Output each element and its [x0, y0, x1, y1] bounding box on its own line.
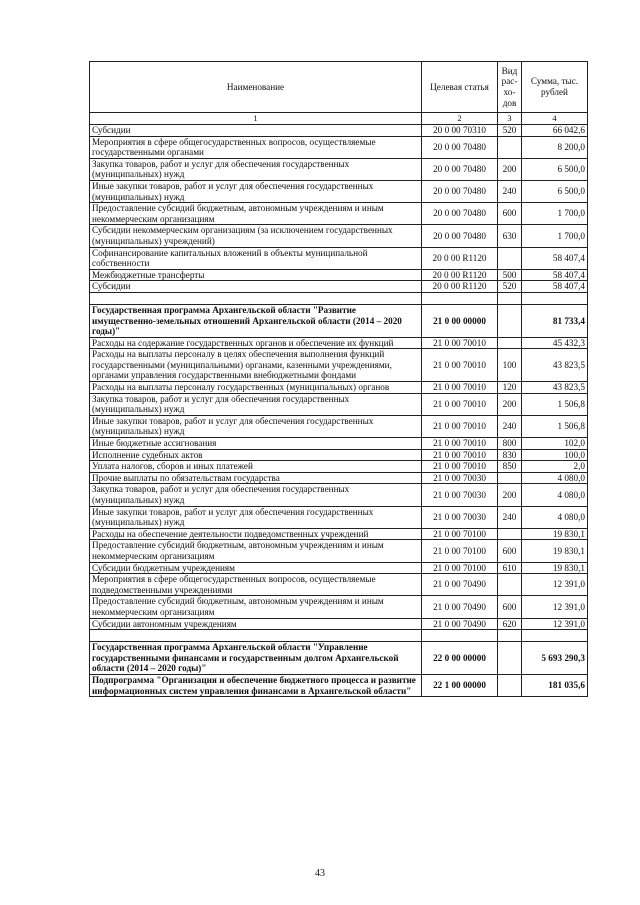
row-name-cell: Расходы на содержание государственных органов и обеспечение их функций — [90, 337, 422, 349]
row-name-cell: Закупка товаров, работ и услуг для обеспечения государственных (муниципальных) нужд — [90, 393, 422, 415]
table-row — [90, 596, 588, 618]
header-name: Наименование — [90, 62, 422, 113]
table-row — [90, 415, 588, 437]
row-sum-cell: 8 200,0 — [522, 136, 588, 158]
empty-cell — [90, 292, 422, 304]
row-code-cell: 21 0 00 70030 — [422, 506, 498, 528]
row-code-cell: 21 0 00 70010 — [422, 461, 498, 473]
row-name-cell: Расходы на обеспечение деятельности подведомственных учреждений — [90, 528, 422, 540]
row-expense-type-cell — [498, 574, 522, 596]
row-sum-cell: 58 407,4 — [522, 247, 588, 269]
row-sum-cell: 4 080,0 — [522, 472, 588, 484]
row-sum-cell: 12 391,0 — [522, 596, 588, 618]
row-code-cell: 21 0 00 70100 — [422, 540, 498, 562]
table-row — [90, 618, 588, 630]
row-code-cell: 21 0 00 70010 — [422, 393, 498, 415]
program-row — [90, 304, 588, 337]
row-sum-cell: 81 733,4 — [522, 304, 588, 337]
column-number: 3 — [498, 113, 522, 125]
table-header-row — [90, 62, 588, 113]
row-expense-type-cell: 600 — [498, 596, 522, 618]
row-code-cell: 21 0 00 70010 — [422, 415, 498, 437]
row-sum-cell: 4 080,0 — [522, 506, 588, 528]
row-name-cell: Иные закупки товаров, работ и услуг для обеспечения государственных (муниципальных) нужд — [90, 180, 422, 202]
row-code-cell: 20 0 00 R1120 — [422, 269, 498, 281]
table-row — [90, 461, 588, 473]
row-name-cell: Субсидии — [90, 281, 422, 293]
row-name-cell: Предоставление субсидий бюджетным, автономным учреждениям и иным некоммерческим организациям — [90, 540, 422, 562]
row-code-cell: 21 0 00 70490 — [422, 596, 498, 618]
row-sum-cell: 1 506,8 — [522, 393, 588, 415]
column-number-row — [90, 113, 588, 125]
row-sum-cell: 43 823,5 — [522, 382, 588, 394]
row-sum-cell: 1 700,0 — [522, 225, 588, 247]
row-code-cell: 21 0 00 70490 — [422, 618, 498, 630]
table-row — [90, 506, 588, 528]
table-row — [90, 528, 588, 540]
row-code-cell: 21 0 00 70030 — [422, 484, 498, 506]
row-expense-type-cell — [498, 136, 522, 158]
row-name-cell: Субсидии бюджетным учреждениям — [90, 562, 422, 574]
row-sum-cell: 1 506,8 — [522, 415, 588, 437]
row-expense-type-cell — [498, 304, 522, 337]
row-code-cell: 20 0 00 70480 — [422, 180, 498, 202]
table-row — [90, 472, 588, 484]
row-expense-type-cell: 240 — [498, 506, 522, 528]
table-row — [90, 269, 588, 281]
row-code-cell: 21 0 00 70010 — [422, 382, 498, 394]
header-target-article: Целевая статья — [422, 62, 498, 113]
table-row — [90, 180, 588, 202]
row-expense-type-cell: 120 — [498, 382, 522, 394]
row-name-cell: Расходы на выплаты персоналу государственных (муниципальных) органов — [90, 382, 422, 394]
table-row — [90, 136, 588, 158]
row-sum-cell: 12 391,0 — [522, 618, 588, 630]
table-row — [90, 540, 588, 562]
row-name-cell: Расходы на выплаты персоналу в целях обеспечения выполнения функций государственными (муниципальными) органами, казенными учреждениями, органами управления государственными внебюджетными фондами — [90, 349, 422, 382]
row-expense-type-cell: 240 — [498, 180, 522, 202]
table-row — [90, 247, 588, 269]
row-code-cell: 21 0 00 70100 — [422, 528, 498, 540]
column-number: 2 — [422, 113, 498, 125]
row-expense-type-cell — [498, 337, 522, 349]
row-name-cell: Предоставление субсидий бюджетным, автономным учреждениям и иным некоммерческим организациям — [90, 596, 422, 618]
row-expense-type-cell: 610 — [498, 562, 522, 574]
row-sum-cell: 12 391,0 — [522, 574, 588, 596]
row-code-cell: 21 0 00 70490 — [422, 574, 498, 596]
row-sum-cell: 2,0 — [522, 461, 588, 473]
table-row — [90, 337, 588, 349]
row-sum-cell: 19 830,1 — [522, 562, 588, 574]
empty-cell — [422, 292, 498, 304]
row-code-cell: 21 0 00 70010 — [422, 349, 498, 382]
row-code-cell: 22 0 00 00000 — [422, 642, 498, 675]
row-code-cell: 20 0 00 70480 — [422, 136, 498, 158]
row-expense-type-cell — [498, 674, 522, 696]
header-expense-type: Вид рас-хо-дов — [498, 62, 522, 113]
row-expense-type-cell — [498, 472, 522, 484]
row-sum-cell: 6 500,0 — [522, 158, 588, 180]
program-row — [90, 642, 588, 675]
row-sum-cell: 181 035,6 — [522, 674, 588, 696]
row-code-cell: 20 0 00 70480 — [422, 158, 498, 180]
row-expense-type-cell: 240 — [498, 415, 522, 437]
table-row — [90, 158, 588, 180]
empty-cell — [498, 630, 522, 642]
row-sum-cell: 1 700,0 — [522, 203, 588, 225]
row-expense-type-cell: 500 — [498, 269, 522, 281]
header-sum: Сумма, тыс. рублей — [522, 62, 588, 113]
empty-cell — [522, 630, 588, 642]
row-sum-cell: 43 823,5 — [522, 349, 588, 382]
row-name-cell: Государственная программа Архангельской области "Управление государственными финансами и государственным долгом Архангельской области (2014 – 2020 годы)" — [90, 642, 422, 675]
row-sum-cell: 58 407,4 — [522, 269, 588, 281]
row-code-cell: 21 0 00 70010 — [422, 449, 498, 461]
row-name-cell: Субсидии автономным учреждениям — [90, 618, 422, 630]
row-sum-cell: 102,0 — [522, 438, 588, 450]
program-row — [90, 674, 588, 696]
row-sum-cell: 6 500,0 — [522, 180, 588, 202]
row-name-cell: Мероприятия в сфере общегосударственных вопросов, осуществляемые подведомственными учреждениями — [90, 574, 422, 596]
table-row — [90, 349, 588, 382]
row-name-cell: Закупка товаров, работ и услуг для обеспечения государственных (муниципальных) нужд — [90, 484, 422, 506]
row-expense-type-cell: 800 — [498, 438, 522, 450]
row-code-cell: 22 1 00 00000 — [422, 674, 498, 696]
row-expense-type-cell: 600 — [498, 540, 522, 562]
row-code-cell: 21 0 00 70010 — [422, 337, 498, 349]
empty-cell — [422, 630, 498, 642]
row-name-cell: Софинансирование капитальных вложений в объекты муниципальной собственности — [90, 247, 422, 269]
row-expense-type-cell: 200 — [498, 158, 522, 180]
table-row — [90, 225, 588, 247]
table-row — [90, 203, 588, 225]
row-expense-type-cell: 830 — [498, 449, 522, 461]
row-sum-cell: 5 693 290,3 — [522, 642, 588, 675]
row-code-cell: 20 0 00 R1120 — [422, 281, 498, 293]
row-name-cell: Подпрограмма "Организация и обеспечение бюджетного процесса и развитие информационных систем управления финансами в Архангельской области" — [90, 674, 422, 696]
row-name-cell: Предоставление субсидий бюджетным, автономным учреждениям и иным некоммерческим организациям — [90, 203, 422, 225]
row-sum-cell: 19 830,1 — [522, 528, 588, 540]
row-code-cell: 21 0 00 70030 — [422, 472, 498, 484]
row-name-cell: Исполнение судебных актов — [90, 449, 422, 461]
row-code-cell: 20 0 00 70480 — [422, 225, 498, 247]
table-row — [90, 438, 588, 450]
row-expense-type-cell — [498, 642, 522, 675]
column-number: 4 — [522, 113, 588, 125]
row-expense-type-cell: 100 — [498, 349, 522, 382]
row-expense-type-cell: 200 — [498, 484, 522, 506]
table-row — [90, 574, 588, 596]
table-row — [90, 382, 588, 394]
spacer-row — [90, 630, 588, 642]
row-name-cell: Субсидии — [90, 125, 422, 137]
table-row — [90, 562, 588, 574]
row-name-cell: Иные закупки товаров, работ и услуг для обеспечения государственных (муниципальных) нужд — [90, 506, 422, 528]
budget-table — [89, 61, 588, 697]
row-code-cell: 21 0 00 70100 — [422, 562, 498, 574]
row-code-cell: 20 0 00 70310 — [422, 125, 498, 137]
row-name-cell: Прочие выплаты по обязательствам государства — [90, 472, 422, 484]
row-sum-cell: 100,0 — [522, 449, 588, 461]
row-name-cell: Уплата налогов, сборов и иных платежей — [90, 461, 422, 473]
table-row — [90, 125, 588, 137]
row-sum-cell: 58 407,4 — [522, 281, 588, 293]
empty-cell — [522, 292, 588, 304]
row-code-cell: 20 0 00 R1120 — [422, 247, 498, 269]
row-name-cell: Мероприятия в сфере общегосударственных вопросов, осуществляемые государственными органами — [90, 136, 422, 158]
table-body — [90, 125, 588, 697]
row-name-cell: Иные закупки товаров, работ и услуг для обеспечения государственных (муниципальных) нужд — [90, 415, 422, 437]
table-row — [90, 393, 588, 415]
table-row — [90, 281, 588, 293]
row-code-cell: 21 0 00 70010 — [422, 438, 498, 450]
page-number: 43 — [315, 868, 325, 879]
row-name-cell: Иные бюджетные ассигнования — [90, 438, 422, 450]
row-sum-cell: 66 042,6 — [522, 125, 588, 137]
row-code-cell: 20 0 00 70480 — [422, 203, 498, 225]
column-number: 1 — [90, 113, 422, 125]
row-code-cell: 21 0 00 00000 — [422, 304, 498, 337]
empty-cell — [498, 292, 522, 304]
row-expense-type-cell: 520 — [498, 281, 522, 293]
row-name-cell: Закупка товаров, работ и услуг для обеспечения государственных (муниципальных) нужд — [90, 158, 422, 180]
row-expense-type-cell — [498, 528, 522, 540]
row-expense-type-cell: 200 — [498, 393, 522, 415]
row-name-cell: Межбюджетные трансферты — [90, 269, 422, 281]
table-row — [90, 484, 588, 506]
row-expense-type-cell: 630 — [498, 225, 522, 247]
row-expense-type-cell: 600 — [498, 203, 522, 225]
row-expense-type-cell: 620 — [498, 618, 522, 630]
row-expense-type-cell: 850 — [498, 461, 522, 473]
empty-cell — [90, 630, 422, 642]
row-name-cell: Государственная программа Архангельской области "Развитие имущественно-земельных отношений Архангельской области (2014 – 2020 годы)" — [90, 304, 422, 337]
row-sum-cell: 19 830,1 — [522, 540, 588, 562]
spacer-row — [90, 292, 588, 304]
row-sum-cell: 4 080,0 — [522, 484, 588, 506]
table-row — [90, 449, 588, 461]
row-sum-cell: 45 432,3 — [522, 337, 588, 349]
row-expense-type-cell: 520 — [498, 125, 522, 137]
row-expense-type-cell — [498, 247, 522, 269]
row-name-cell: Субсидии некоммерческим организациям (за исключением государственных (муниципальных) учреждений) — [90, 225, 422, 247]
